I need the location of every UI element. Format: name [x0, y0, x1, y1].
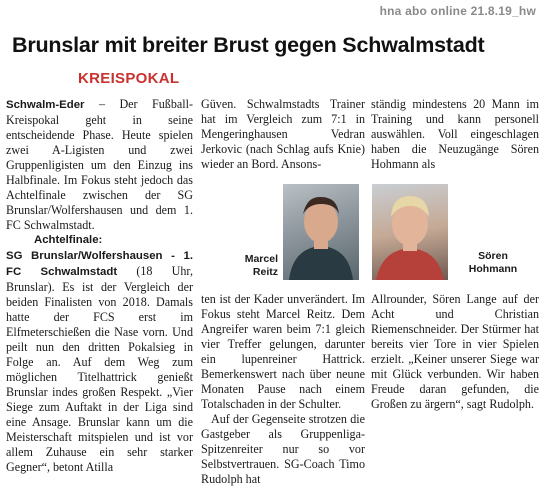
column-3-text: ständig mindestens 20 Mann im Training und kann personell auswählen. Voll eingeschlagen haben die Neuzugänge Sören Hohmann als: [371, 97, 539, 171]
column-2-text: Güven. Schwalmstadts Trainer hat im Vergleich zum 7:1 in Mengeringhausen Vedran Jerkovic (nach Schlag aufs Knie) wieder an Bord. Ansons-: [201, 97, 365, 171]
fixture-paragraph: [6, 248, 193, 475]
subhead: Achtelfinale:: [34, 234, 103, 246]
intro-text: – Der Fußball-Kreispokal geht in seine entscheidende Phase. Heute spielen zwei A-Ligisten und zwei Gruppenligisten um den Einzug ins Halbfinale. Im Fokus steht jedoch das Achtelfinale zwischen der SG Brunslar/Wolfershausen und dem 1. FC Schwalmstadt.: [6, 97, 193, 232]
column-2b-paragraph-2: Auf der Gegenseite strotzen die Gastgeber als Gruppenliga-Spitzenreiter nur so vor Selbstvertrauen. SG-Coach Timo Rudolph hat: [201, 412, 365, 486]
photo-soeren-hohmann: [372, 184, 448, 280]
caption-marcel-reitz: [230, 253, 278, 279]
column-2b-paragraph-1: ten ist der Kader unverändert. Im Fokus steht Marcel Reitz. Dem Angreifer waren beim 7:1 gleich vier Treffer gelungen, darunter ein lupenreiner Hattrick. Bemerkenswert nach über neune Monaten Pause nach einem Totalschaden in der Schulter.: [201, 292, 365, 411]
article-column-2-top: [201, 97, 365, 172]
article-column-3-top: [371, 97, 539, 172]
portrait-image: [372, 184, 448, 280]
caption-line: Reitz: [252, 266, 278, 278]
source-stamp: hna abo online 21.8.19_hw: [379, 4, 536, 18]
article-column-1: [6, 97, 193, 475]
article-column-2-bottom: [201, 292, 365, 487]
headline: Brunslar mit breiter Brust gegen Schwalmstadt: [12, 33, 485, 57]
column-3b-text: Allrounder, Sören Lange auf der Acht und Christian Riemenschneider. Der Stürmer hat bereits vier Tore in vier Spielen erzielt. „Keiner unserer Siege war mit Glück verbunden. Wir haben Freude daran gefunden, die Großen zu ärgern“, sagt Rudolph.: [371, 292, 539, 411]
fixture-text: (18 Uhr, Brunslar). Es ist der Vergleich der beiden Finalisten von 2018. Damals hatte der FCS erst im Elfmeterschießen die Nase vorn. Und peilt nun den dritten Pokalsieg in Folge an. Auf dem Weg zum möglichen Titelhattrick genießt Brunslar indes großen Respekt. „Vier Siege zum Auftakt in der Liga sind eine Ansage. Brunslar kann um die Meisterschaft mitspielen und ist vor allem Zuhause ein sehr starker Gegner“, betont Atilla: [6, 264, 193, 474]
fixture: SG Brunslar/Wolfershausen - 1. FC Schwalmstadt: [6, 250, 193, 278]
kicker: KREISPOKAL: [78, 70, 180, 87]
caption-soeren-hohmann: [453, 250, 533, 276]
portrait-image: [283, 184, 359, 280]
photo-marcel-reitz: [283, 184, 359, 280]
caption-line: Marcel: [244, 253, 278, 265]
intro-paragraph: [6, 97, 193, 233]
caption-line: Hohmann: [468, 263, 518, 275]
dateline: Schwalm-Eder: [6, 99, 85, 111]
article-column-3-bottom: [371, 292, 539, 412]
caption-line: Sören: [478, 250, 508, 262]
